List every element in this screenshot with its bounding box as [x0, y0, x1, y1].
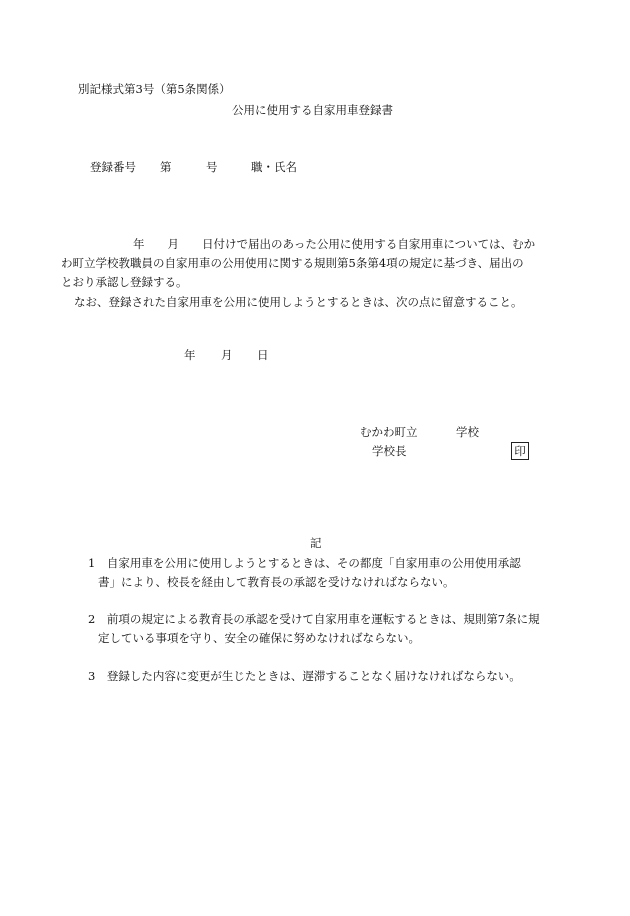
note-item-1-line-2: 書」により、校長を経由して教育長の承認を受けなければならない。 [98, 575, 455, 589]
body-line-3: とおり承認し登録する。 [61, 275, 188, 289]
note-item-2-line-2: 定している事項を守り、安全の確保に努めなければならない。 [98, 631, 420, 645]
document-title: 公用に使用する自家用車登録書 [232, 103, 393, 117]
date-month: 月 [221, 348, 233, 362]
seal-mark: 印 [511, 442, 529, 460]
date-year: 年 [184, 348, 196, 362]
issuer-school-suffix: 学校 [456, 425, 479, 439]
form-number: 別記様式第3号（第5条関係） [78, 82, 231, 96]
body-line-2: わ町立学校教職員の自家用車の公用使用に関する規則第5条第4項の規定に基づき、届出の [61, 256, 524, 270]
note-item-3-line-1: 3 登録した内容に変更が生じたときは、遅滞することなく届けなければならない。 [88, 669, 521, 683]
notes-heading: 記 [310, 536, 322, 550]
note-item-2-line-1: 2 前項の規定による教育長の承認を受けて自家用車を運転するときは、規則第7条に規 [88, 612, 540, 626]
position-name-label: 職・氏名 [251, 160, 297, 174]
issuer-school-prefix: むかわ町立 [360, 425, 418, 439]
issuer-principal: 学校長 [372, 444, 407, 458]
registration-dai: 第 [160, 160, 172, 174]
registration-go: 号 [206, 160, 218, 174]
note-item-1-line-1: 1 自家用車を公用に使用しようとするときは、その都度「自家用車の公用使用承認 [88, 556, 521, 570]
registration-number-label: 登録番号 [90, 160, 136, 174]
body-line-4: なお、登録された自家用車を公用に使用しようとするときは、次の点に留意すること。 [74, 295, 523, 309]
body-line-1: 年 月 日付けで届出のあった公用に使用する自家用車については、むか [133, 237, 536, 251]
date-day: 日 [257, 348, 269, 362]
